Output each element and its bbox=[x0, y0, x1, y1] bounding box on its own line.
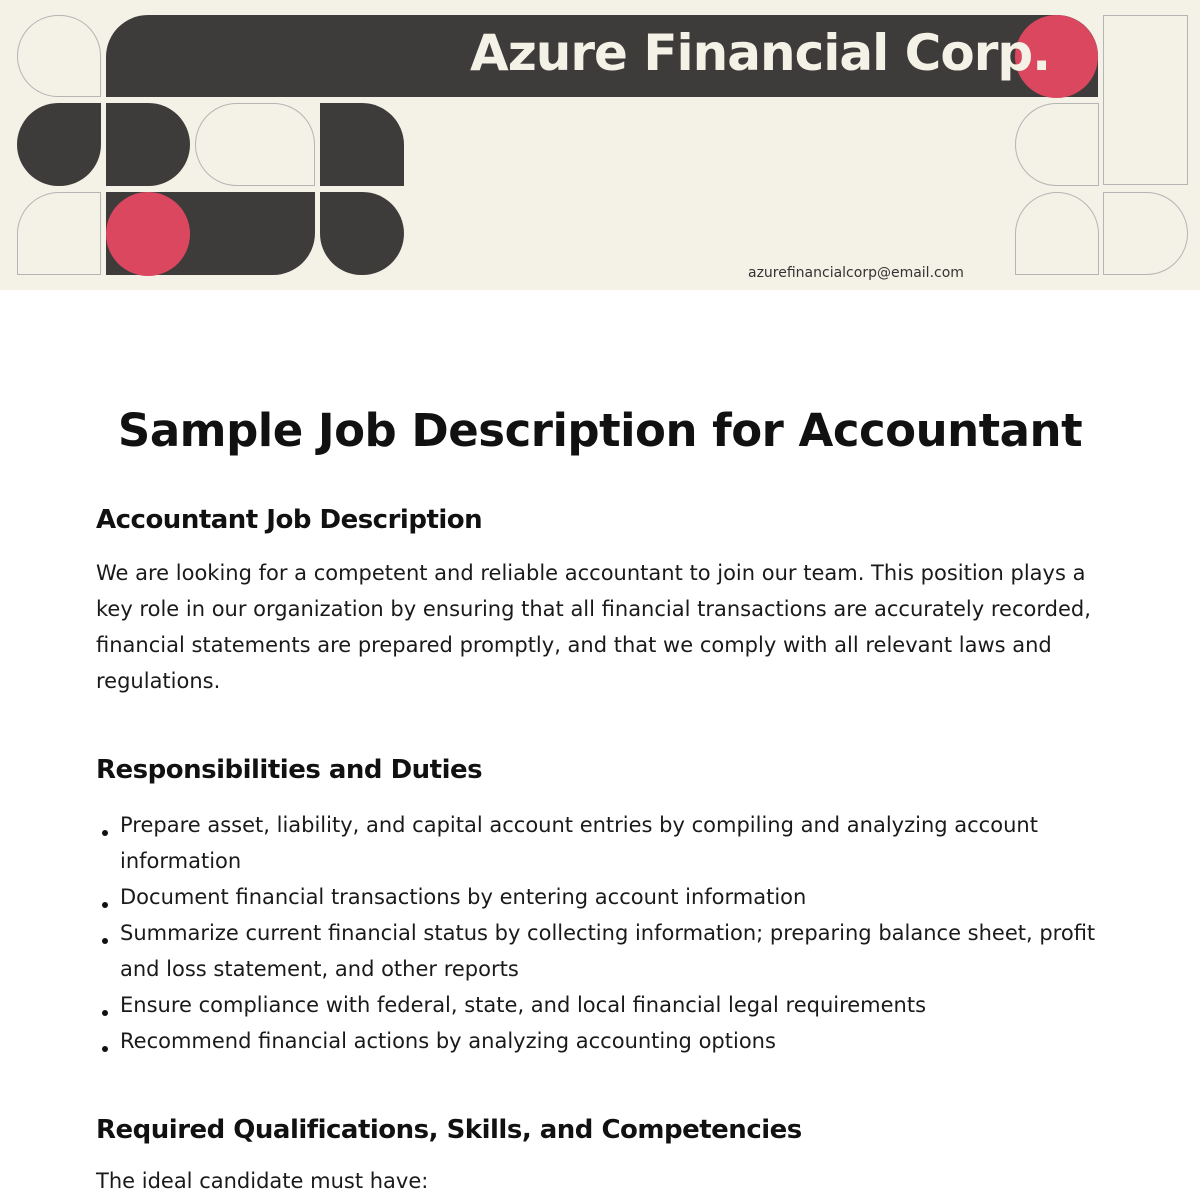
document-body bbox=[0, 404, 1200, 1199]
section-paragraph: The ideal candidate must have: bbox=[96, 1169, 429, 1193]
decor-shape bbox=[195, 103, 315, 186]
section-heading: Required Qualifications, Skills, and Competencies bbox=[96, 1115, 802, 1145]
header-banner bbox=[0, 0, 1200, 290]
company-name: Azure Financial Corp. bbox=[470, 24, 1051, 82]
decor-shape bbox=[1103, 15, 1188, 185]
list-item: Prepare asset, liability, and capital account entries by compiling and analyzing account information bbox=[120, 807, 1104, 879]
decor-shape bbox=[1015, 103, 1099, 186]
decor-shape bbox=[320, 192, 404, 275]
section-paragraph: We are looking for a competent and reliable accountant to join our team. This position plays a key role in our organization by ensuring that all financial transactions are accurately recorded, financial statements are prepared promptly, and that we comply with all relevant laws and regulations. bbox=[96, 561, 1091, 693]
list-item: Recommend financial actions by analyzing accounting options bbox=[120, 1023, 1104, 1059]
decor-red-circle bbox=[106, 192, 190, 276]
section-heading: Responsibilities and Duties bbox=[96, 755, 483, 785]
decor-shape bbox=[1103, 192, 1188, 275]
page-title: Sample Job Description for Accountant bbox=[117, 404, 1083, 457]
list-item: Document financial transactions by entering account information bbox=[120, 879, 1104, 915]
decor-shape bbox=[17, 103, 101, 186]
list-item: Ensure compliance with federal, state, and local financial legal requirements bbox=[120, 987, 1104, 1023]
decor-shape bbox=[17, 15, 101, 97]
duties-list bbox=[96, 807, 1104, 1059]
decor-shape bbox=[106, 103, 190, 186]
decor-shape bbox=[320, 103, 404, 186]
section-heading: Accountant Job Description bbox=[96, 505, 483, 535]
decor-shape bbox=[1015, 192, 1099, 275]
list-item: Summarize current financial status by collecting information; preparing balance sheet, profit and loss statement, and other reports bbox=[120, 915, 1104, 987]
decor-shape bbox=[17, 192, 101, 275]
company-email: azurefinancialcorp@email.com bbox=[748, 265, 964, 281]
